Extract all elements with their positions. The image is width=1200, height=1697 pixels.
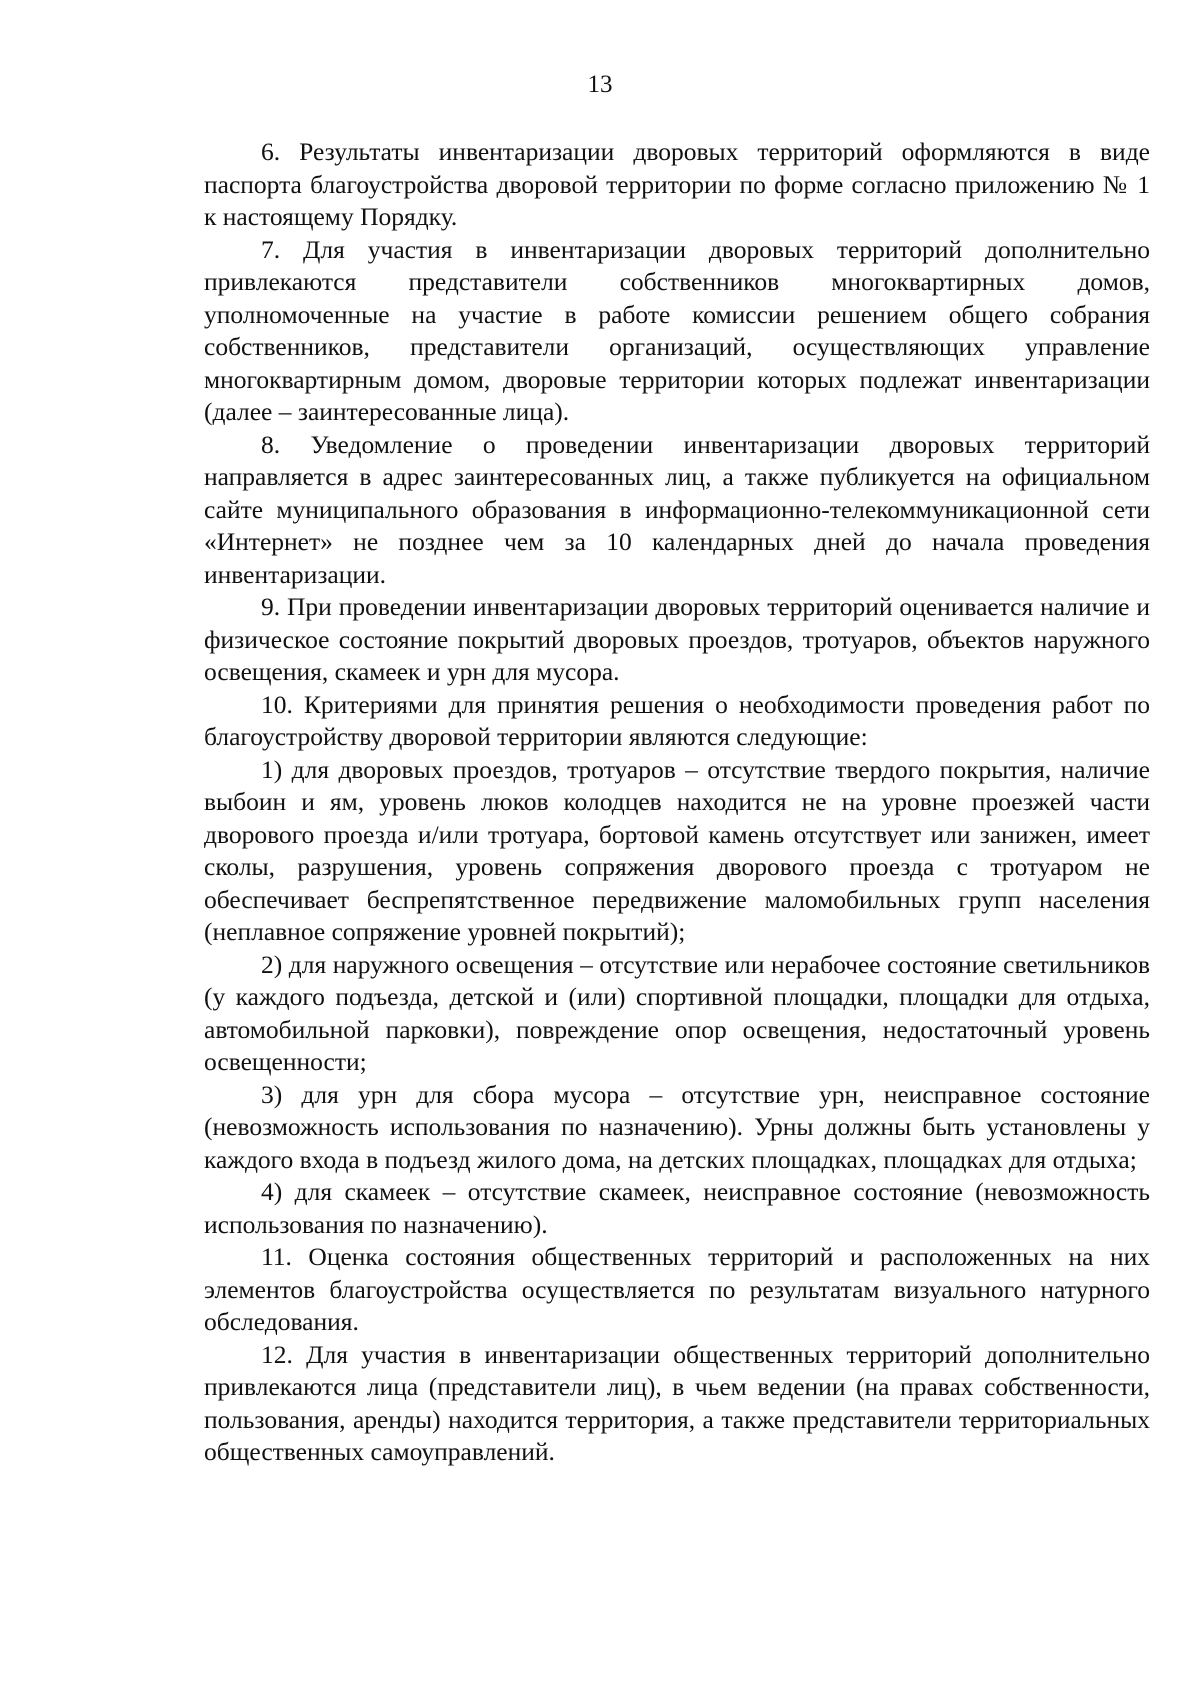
document-body [204,136,1150,1469]
paragraph-item-9: 9. При проведении инвентаризации дворовых территорий оценивается наличие и физическое состояние покрытий дворовых проездов, тротуаров, объектов наружного освещения, скамеек и урн для мусора. [204,592,1150,686]
paragraph-item-12: 12. Для участия в инвентаризации общественных территорий дополнительно привлекаются лица (представители лиц), в чьем ведении (на правах собственности, пользования, аренды) находится территория, а также представители территориальных общественных самоуправлений. [204,1339,1150,1466]
criteria-item-1: 1) для дворовых проездов, тротуаров – отсутствие твердого покрытия, наличие выбоин и ям, уровень люков колодцев находится не на уровне проезжей части дворового проезда и/или тротуара, бортовой камень отсутствует или занижен, имеет сколы, разрушения, уровень сопряжения дворового проезда с тротуаром не обеспечивает беспрепятственное передвижение маломобильных групп населения (неплавное сопряжение уровней покрытий); [204,754,1150,946]
paragraph-item-10: 10. Критериями для принятия решения о необходимости проведения работ по благоустройству дворовой территории являются следующие: [204,689,1150,751]
criteria-item-3: 3) для урн для сбора мусора – отсутствие урн, неисправное состояние (невозможность использования по назначению). Урны должны быть установлены у каждого входа в подъезд жилого дома, на детских площадках, площадках для отдыха; [204,1079,1150,1174]
paragraph-item-11: 11. Оценка состояния общественных территорий и расположенных на них элементов благоустройства осуществляется по результатам визуального натурного обследования. [204,1242,1150,1336]
criteria-item-2: 2) для наружного освещения – отсутствие или нерабочее состояние светильников (у каждого подъезда, детской и (или) спортивной площадки, площадки для отдыха, автомобильной парковки), повреждение опор освещения, недостаточный уровень освещенности; [204,949,1150,1076]
paragraph-item-7: 7. Для участия в инвентаризации дворовых территорий дополнительно привлекаются представители собственников многоквартирных домов, уполномоченные на участие в работе комиссии решением общего собрания собственников, представители организаций, осуществляющих управление многоквартирным домом, дворовые территории которых подлежат инвентаризации (далее – заинтересованные лица). [204,234,1150,426]
paragraph-item-8: 8. Уведомление о проведении инвентаризации дворовых территорий направляется в адрес заинтересованных лиц, а также публикуется на официальном сайте муниципального образования в информационно-телекоммуникационной сети «Интернет» не позднее чем за 10 календарных дней до начала проведения инвентаризации. [204,429,1150,589]
paragraph-item-6: 6. Результаты инвентаризации дворовых территорий оформляются в виде паспорта благоустройства дворовой территории по форме согласно приложению № 1 к настоящему Порядку. [204,137,1150,231]
criteria-item-4: 4) для скамеек – отсутствие скамеек, неисправное состояние (невозможность использования по назначению). [204,1177,1150,1239]
page-number: 13 [587,71,613,98]
